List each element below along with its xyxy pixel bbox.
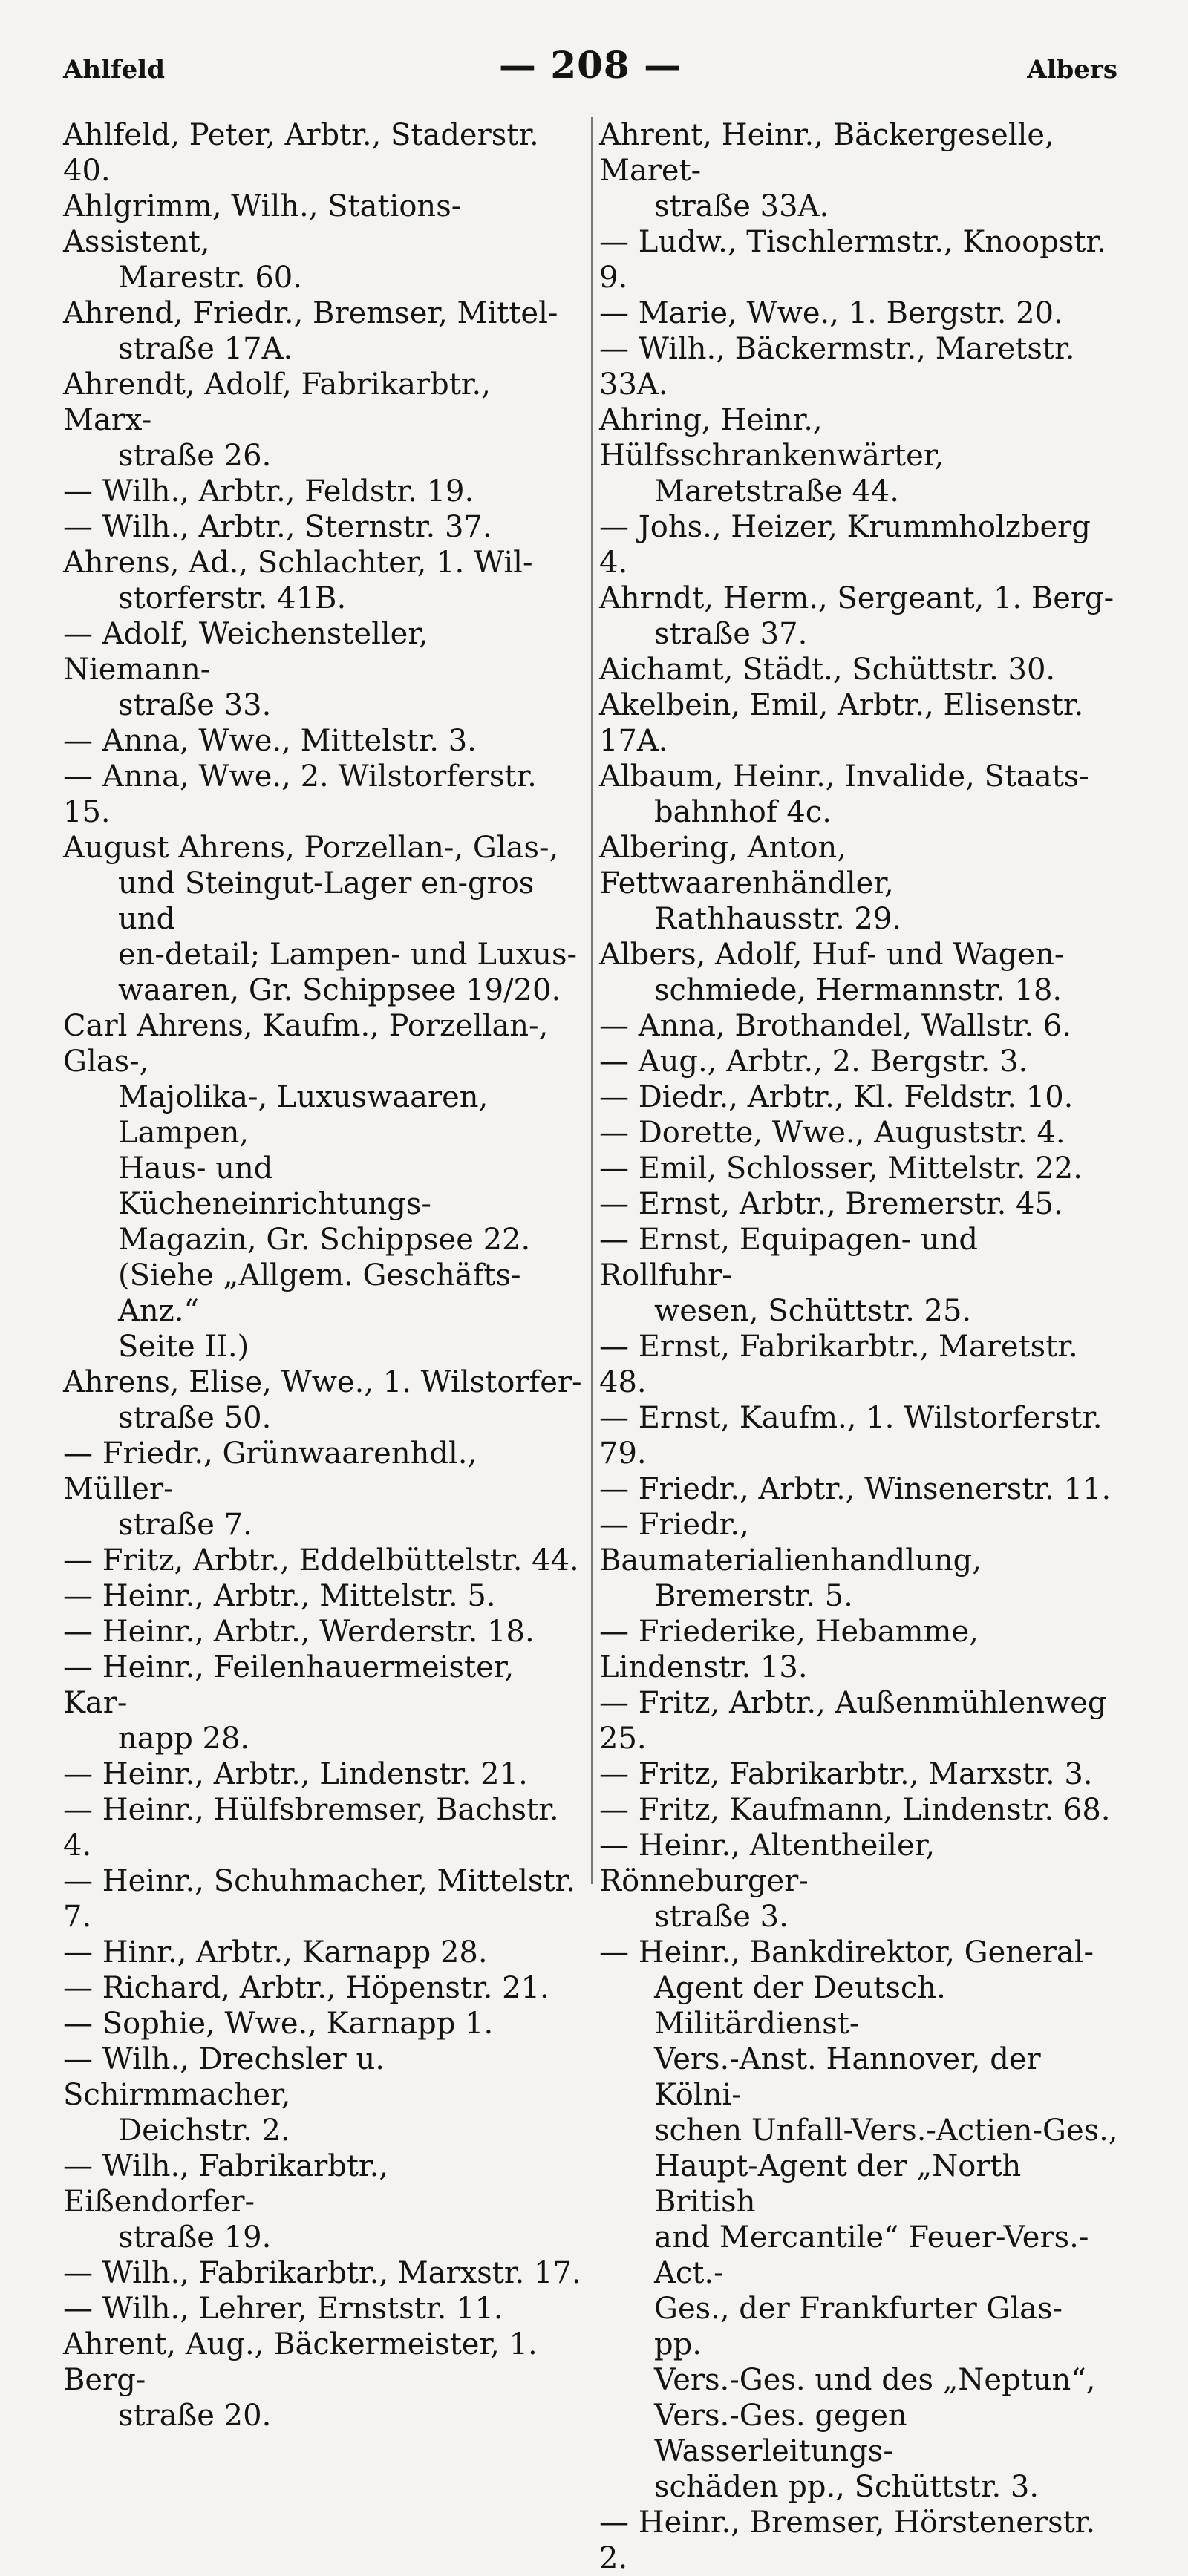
- entry-line: straße 37.: [654, 617, 808, 651]
- entry-line: — Friederike, Hebamme, Lindenstr. 13.: [599, 1615, 979, 1684]
- directory-entry: [599, 509, 1119, 581]
- entry-line: schmiede, Hermannstr. 18.: [654, 973, 1063, 1007]
- entry-line: Ahrndt, Herm., Sergeant, 1. Berg-: [599, 581, 1114, 615]
- entry-line: straße 26.: [118, 439, 272, 473]
- entry-line: — Wilh., Fabrikarbtr., Marxstr. 17.: [63, 2256, 581, 2290]
- entry-line: — Dorette, Wwe., Auguststr. 4.: [599, 1116, 1065, 1150]
- entry-line: Ges., der Frankfurter Glas- pp.: [654, 2292, 1063, 2361]
- directory-entry: [599, 331, 1119, 402]
- entry-line: Ahlgrimm, Wilh., Stations-Assistent,: [63, 189, 462, 259]
- entry-line: Vers.-Ges. gegen Wasserleitungs-: [654, 2399, 907, 2468]
- entry-line: — Emil, Schlosser, Mittelstr. 22.: [599, 1151, 1083, 1186]
- entry-line: bahnhof 4c.: [654, 795, 832, 829]
- entry-line: — Anna, Wwe., 2. Wilstorferstr. 15.: [63, 759, 537, 829]
- entry-line: — Ernst, Fabrikarbtr., Maretstr. 48.: [599, 1330, 1078, 1399]
- directory-entry: [599, 1115, 1119, 1151]
- directory-entry: [599, 759, 1119, 830]
- entry-line: Vers.-Anst. Hannover, der Kölni-: [654, 2042, 1041, 2112]
- entry-line: straße 20.: [118, 2399, 272, 2433]
- directory-entry: [63, 545, 583, 616]
- entry-line: Ahrend, Friedr., Bremser, Mittel-: [63, 296, 558, 330]
- entry-line: August Ahrens, Porzellan-, Glas-,: [63, 831, 559, 865]
- entry-line: straße 19.: [118, 2220, 272, 2255]
- directory-entry: [63, 2006, 583, 2041]
- entry-line: — Ernst, Kaufm., 1. Wilstorferstr. 79.: [599, 1401, 1103, 1471]
- entry-line: Albering, Anton, Fettwaarenhändler,: [599, 831, 894, 900]
- entry-line: — Fritz, Fabrikarbtr., Marxstr. 3.: [599, 1757, 1093, 1791]
- entry-line: straße 17A.: [118, 332, 293, 366]
- directory-entry: [63, 1792, 583, 1863]
- entry-line: Marestr. 60.: [118, 261, 302, 295]
- entry-line: — Ludw., Tischlermstr., Knoopstr. 9.: [599, 225, 1106, 295]
- directory-entry: [599, 1507, 1119, 1614]
- entry-line: storferstr. 41B.: [118, 581, 347, 615]
- directory-entry: [63, 616, 583, 723]
- directory-entry: [63, 2327, 583, 2433]
- directory-entry: [599, 2505, 1119, 2576]
- entry-line: — Fritz, Arbtr., Außenmühlenweg 25.: [599, 1686, 1107, 1756]
- entry-line: — Wilh., Arbtr., Sternstr. 37.: [63, 510, 492, 544]
- entry-line: Bremerstr. 5.: [654, 1579, 853, 1613]
- entry-line: straße 33.: [118, 688, 272, 722]
- entry-line: — Heinr., Arbtr., Werderstr. 18.: [63, 1615, 535, 1649]
- directory-entry: [63, 2291, 583, 2327]
- entry-line: — Adolf, Weichensteller, Niemann-: [63, 617, 428, 687]
- entry-line: straße 33A.: [654, 189, 829, 223]
- directory-entry: [599, 1792, 1119, 1828]
- directory-entry: [599, 1685, 1119, 1756]
- directory-entry: [599, 652, 1119, 687]
- directory-entry: [599, 687, 1119, 759]
- entry-line: straße 3.: [654, 1900, 789, 1934]
- column-divider: [591, 117, 593, 1884]
- entry-line: — Ernst, Arbtr., Bremerstr. 45.: [599, 1187, 1063, 1221]
- entry-line: Magazin, Gr. Schippsee 22.: [118, 1223, 531, 1257]
- entry-line: Haus- und Kücheneinrichtungs-: [118, 1151, 431, 1221]
- directory-entry: [599, 1186, 1119, 1222]
- entry-line: straße 7.: [118, 1508, 252, 1542]
- directory-entry: [599, 1400, 1119, 1471]
- entry-line: — Ernst, Equipagen- und Rollfuhr-: [599, 1223, 979, 1292]
- directory-entry: [599, 1044, 1119, 1079]
- entry-line: straße 50.: [118, 1401, 272, 1435]
- entry-line: Majolika-, Luxuswaaren, Lampen,: [118, 1080, 489, 1150]
- entry-line: — Hinr., Arbtr., Karnapp 28.: [63, 1935, 488, 1969]
- entry-line: Ahrendt, Adolf, Fabrikarbtr., Marx-: [63, 367, 491, 437]
- entry-line: — Wilh., Lehrer, Ernststr. 11.: [63, 2292, 503, 2326]
- directory-entry: [599, 581, 1119, 652]
- entry-line: — Heinr., Arbtr., Mittelstr. 5.: [63, 1579, 496, 1613]
- entry-line: and Mercantile“ Feuer-Vers.-Act.-: [654, 2220, 1089, 2290]
- entry-line: — Wilh., Bäckermstr., Maretstr. 33A.: [599, 332, 1075, 402]
- directory-entry: [63, 1935, 583, 1970]
- directory-entry: [599, 937, 1119, 1008]
- directory-entry: [63, 1578, 583, 1614]
- directory-entry: [63, 1863, 583, 1935]
- directory-entry: [63, 759, 583, 830]
- directory-entry: [599, 1614, 1119, 1685]
- entry-line: — Heinr., Bankdirektor, General-: [599, 1935, 1094, 1969]
- directory-entry: [599, 1222, 1119, 1329]
- entry-line: Ahring, Heinr., Hülfsschrankenwärter,: [599, 403, 944, 473]
- entry-line: Agent der Deutsch. Militärdienst-: [654, 1971, 946, 2041]
- entry-line: und Steingut-Lager en-gros und: [118, 866, 535, 936]
- directory-entry: [63, 1008, 583, 1364]
- entry-line: — Heinr., Altentheiler, Rönneburger-: [599, 1828, 936, 1898]
- entry-line: Albers, Adolf, Huf- und Wagen-: [599, 938, 1065, 972]
- entry-line: waaren, Gr. Schippsee 19/20.: [118, 973, 561, 1007]
- left-column: [63, 117, 583, 2433]
- directory-entry: [63, 1436, 583, 1543]
- directory-entry: [63, 474, 583, 509]
- directory-entry: [63, 509, 583, 545]
- entry-line: Ahrent, Aug., Bäckermeister, 1. Berg-: [63, 2327, 538, 2397]
- entry-line: Aichamt, Städt., Schüttstr. 30.: [599, 653, 1056, 687]
- directory-entry: [63, 2255, 583, 2291]
- entry-line: — Anna, Brothandel, Wallstr. 6.: [599, 1009, 1071, 1043]
- header-last-entry: Albers: [1027, 55, 1117, 85]
- header-first-entry: Ahlfeld: [63, 55, 165, 85]
- entry-line: — Friedr., Baumaterialienhandlung,: [599, 1508, 982, 1578]
- entry-line: Ahlfeld, Peter, Arbtr., Staderstr. 40.: [63, 118, 539, 188]
- entry-line: wesen, Schüttstr. 25.: [654, 1294, 972, 1328]
- entry-line: — Diedr., Arbtr., Kl. Feldstr. 10.: [599, 1080, 1074, 1114]
- page-number: — 208 —: [498, 43, 682, 87]
- directory-entry: [63, 1756, 583, 1792]
- directory-entry: [63, 117, 583, 189]
- directory-entry: [599, 1471, 1119, 1507]
- directory-entry: [63, 189, 583, 295]
- directory-entry: [599, 117, 1119, 224]
- directory-entry: [63, 1614, 583, 1650]
- directory-entry: [599, 1008, 1119, 1044]
- entry-line: — Friedr., Grünwaarenhdl., Müller-: [63, 1436, 477, 1506]
- entry-line: — Heinr., Feilenhauermeister, Kar-: [63, 1650, 515, 1720]
- entry-line: Carl Ahrens, Kaufm., Porzellan-, Glas-,: [63, 1009, 549, 1079]
- directory-entry: [63, 1364, 583, 1436]
- directory-entry: [599, 830, 1119, 937]
- entry-line: schäden pp., Schüttstr. 3.: [654, 2470, 1040, 2504]
- directory-entry: [599, 1329, 1119, 1400]
- entry-line: Maretstraße 44.: [654, 474, 899, 509]
- entry-line: — Heinr., Hülfsbremser, Bachstr. 4.: [63, 1793, 559, 1863]
- directory-entry: [599, 295, 1119, 331]
- directory-entry: [599, 1079, 1119, 1115]
- entry-line: Vers.-Ges. und des „Neptun“,: [654, 2363, 1096, 2397]
- entry-line: — Wilh., Arbtr., Feldstr. 19.: [63, 474, 474, 509]
- page-header: [63, 43, 1117, 95]
- directory-entry: [599, 224, 1119, 295]
- entry-line: — Wilh., Drechsler u. Schirmmacher,: [63, 2042, 385, 2112]
- directory-entry: [63, 2148, 583, 2255]
- entry-line: — Heinr., Arbtr., Lindenstr. 21.: [63, 1757, 528, 1791]
- entry-line: — Wilh., Fabrikarbtr., Eißendorfer-: [63, 2149, 389, 2219]
- entry-line: Akelbein, Emil, Arbtr., Elisenstr. 17A.: [599, 688, 1084, 758]
- directory-entry: [599, 1151, 1119, 1186]
- right-column: [599, 117, 1119, 2576]
- entry-line: en-detail; Lampen- und Luxus-: [118, 938, 578, 972]
- entry-line: — Aug., Arbtr., 2. Bergstr. 3.: [599, 1045, 1028, 1079]
- entry-line: — Sophie, Wwe., Karnapp 1.: [63, 2007, 494, 2041]
- directory-entry: [63, 367, 583, 474]
- directory-entry: [63, 830, 583, 1008]
- entry-line: — Marie, Wwe., 1. Bergstr. 20.: [599, 296, 1063, 330]
- entry-line: — Anna, Wwe., Mittelstr. 3.: [63, 724, 477, 758]
- directory-entry: [63, 1543, 583, 1578]
- directory-entry: [63, 295, 583, 367]
- entry-line: Haupt-Agent der „North British: [654, 2149, 1022, 2219]
- directory-entry: [63, 723, 583, 759]
- directory-entry: [599, 1756, 1119, 1792]
- entry-line: Rathhausstr. 29.: [654, 902, 901, 936]
- entry-line: — Friedr., Arbtr., Winsenerstr. 11.: [599, 1472, 1112, 1506]
- directory-entry: [599, 1935, 1119, 2505]
- entry-line: — Johs., Heizer, Krummholzberg 4.: [599, 510, 1091, 580]
- directory-entry: [63, 1650, 583, 1756]
- directory-entry: [63, 1970, 583, 2006]
- entry-line: schen Unfall-Vers.-Actien-Ges.,: [654, 2114, 1118, 2148]
- entry-line: Albaum, Heinr., Invalide, Staats-: [599, 759, 1089, 794]
- entry-line: — Fritz, Arbtr., Eddelbüttelstr. 44.: [63, 1543, 579, 1578]
- entry-line: — Heinr., Bremser, Hörstenerstr. 2.: [599, 2505, 1096, 2575]
- entry-line: napp 28.: [118, 1722, 250, 1756]
- directory-entry: [63, 2041, 583, 2148]
- entry-line: — Richard, Arbtr., Höpenstr. 21.: [63, 1971, 549, 2005]
- directory-entry: [599, 1828, 1119, 1935]
- entry-line: (Siehe „Allgem. Geschäfts-Anz.“: [118, 1258, 521, 1328]
- entry-line: Ahrens, Ad., Schlachter, 1. Wil-: [63, 546, 533, 580]
- directory-entry: [599, 402, 1119, 509]
- entry-line: — Heinr., Schuhmacher, Mittelstr. 7.: [63, 1864, 575, 1934]
- entry-line: — Fritz, Kaufmann, Lindenstr. 68.: [599, 1793, 1111, 1827]
- entry-line: Seite II.): [118, 1330, 249, 1364]
- entry-line: Deichstr. 2.: [118, 2114, 290, 2148]
- entry-line: Ahrent, Heinr., Bäckergeselle, Maret-: [599, 118, 1054, 188]
- entry-line: Ahrens, Elise, Wwe., 1. Wilstorfer-: [63, 1365, 582, 1399]
